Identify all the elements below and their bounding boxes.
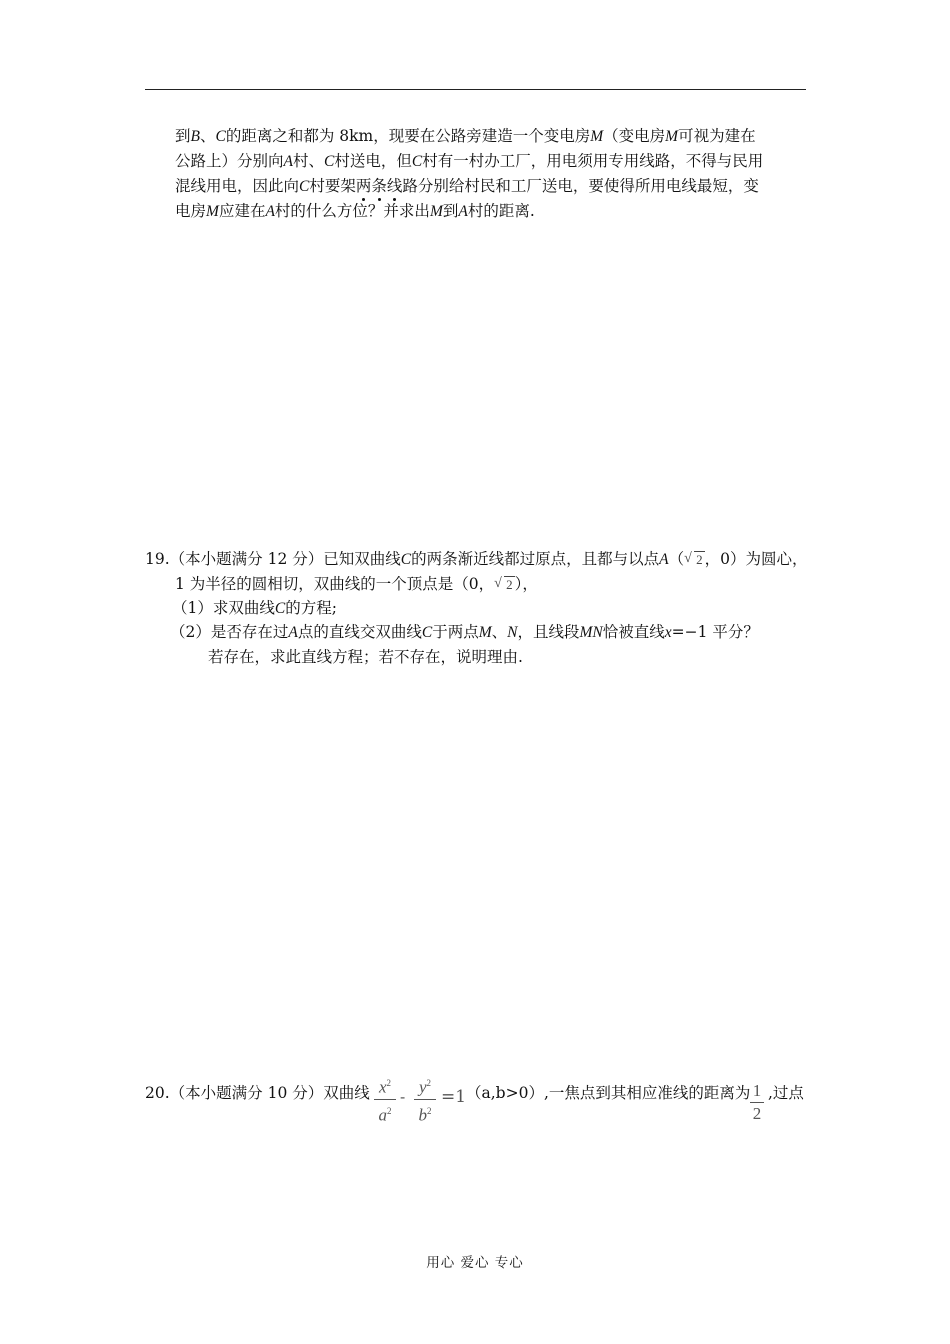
p19-line-3: （1）求双曲线C的方程; xyxy=(172,599,337,617)
fraction-one-half: $\frac{1}{2}$ xyxy=(750,1080,764,1125)
p20-middle: （a,b>0）,一焦点到其相应准线的距离为 xyxy=(466,1084,751,1102)
p20-tail: ,过点 xyxy=(768,1084,804,1102)
sqrt-2: √ 2 xyxy=(684,549,705,571)
p20-lead: 20.（本小题满分 10 分）双曲线 xyxy=(145,1084,370,1102)
page-footer: 用心 爱心 专心 xyxy=(426,1255,524,1271)
emphasis-dot-char: 线 xyxy=(386,177,403,195)
p19-line-2: 1 为半径的圆相切，双曲线的一个顶点是（0，√ 2 ）， xyxy=(175,573,538,596)
p19-line-4: （2）是否存在过A点的直线交双曲线C于两点M、N，且线段MN恰被直线x=−1 平分？ xyxy=(170,623,759,641)
fraction-y2-over-b2: $\frac{y^2}{b^2}$ xyxy=(414,1072,436,1126)
p18-line-4: 电房M应建在A村的什么方位？并求出M到A村的距离. xyxy=(175,202,535,220)
p18-line-1: 到B、C的距离之和都为 8km，现要在公路旁建造一个变电房M（变电房M可视为建在 xyxy=(175,127,756,145)
p19-line-1: 19.（本小题满分 12 分）已知双曲线C的两条渐近线都过原点，且都与以点A（√ 2 ，0）为圆心， xyxy=(145,548,807,571)
fraction-x2-over-a2: $\frac{x^2}{a^2}$ xyxy=(374,1072,396,1126)
minus-sign: - xyxy=(400,1088,406,1106)
equals-one: =1 xyxy=(441,1087,467,1107)
emphasis-dot-char: 两 xyxy=(355,177,372,195)
sqrt-2: √ 2 xyxy=(494,574,515,596)
header-rule xyxy=(145,89,806,90)
p19-line-5: 若存在，求此直线方程；若不存在，说明理由. xyxy=(208,648,523,666)
emphasis-dot-char: 条 xyxy=(371,177,387,195)
p18-line-3: 混线用电，因此向C村要架两条线路分别给村民和工厂送电，要使得所用电线最短，变 xyxy=(175,177,759,195)
p18-line-2: 公路上）分别向A村、C村送电，但C村有一村办工厂，用电须用专用线路，不得与民用 xyxy=(175,152,764,170)
